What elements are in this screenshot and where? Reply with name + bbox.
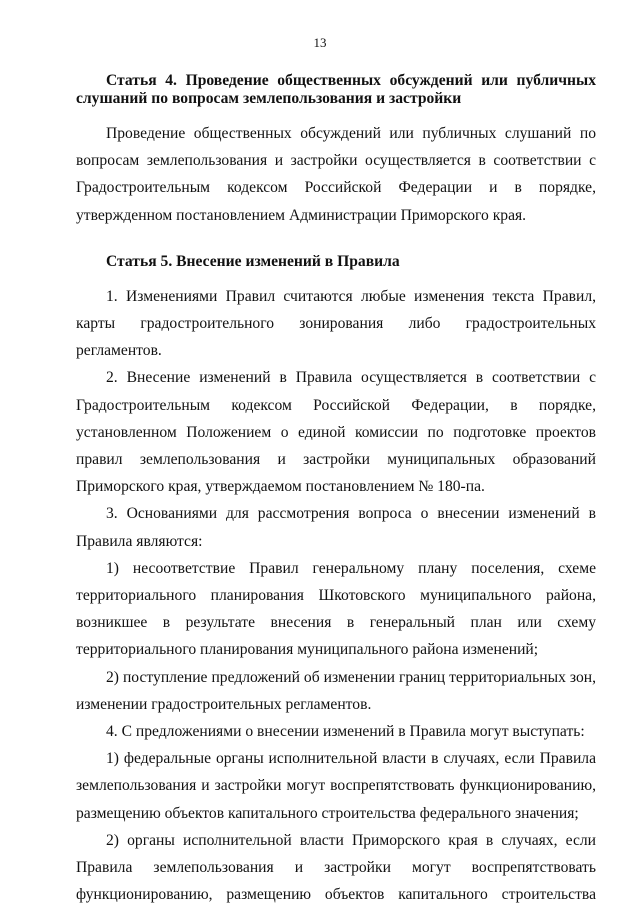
document-body (76, 72, 596, 908)
article-4-heading: Статья 4. Проведение общественных обсуждений или публичных слушаний по вопросам землепользования и застройки (76, 72, 596, 107)
page-number: 13 (313, 35, 327, 50)
article-5-paragraph-4: 4. С предложениями о внесении изменений в Правила могут выступать: (106, 723, 585, 741)
article-5-heading: Статья 5. Внесение изменений в Правила (106, 252, 400, 270)
article-5-paragraph-1: 1. Изменениями Правил считаются любые изменения текста Правил, карты градостроительного зонирования либо градостроительных регламентов. (76, 287, 596, 360)
article-5-item-4-2: 2) органы исполнительной власти Приморского края в случаях, если Правила землепользования и застройки могут воспрепятствовать функционированию, размещению объектов капитального строительства (76, 831, 596, 904)
article-5-paragraph-3: 3. Основаниями для рассмотрения вопроса о внесении изменений в Правила являются: (76, 505, 596, 550)
article-5-item-3-1: 1) несоответствие Правил генеральному плану поселения, схеме территориального планирования Шкотовского муниципального района, возникшее в результате внесения в генеральный план или схему территориального планирования муниципального района изменений; (76, 559, 596, 659)
article-5-paragraph-2: 2. Внесение изменений в Правила осуществляется в соответствии с Градостроительным кодексом Российской Федерации, в порядке, установленном Положением о единой комиссии по подготовке проектов правил землепользования и застройки муниципальных образований Приморского края, утверждаемом постановлением № 180-па. (76, 369, 596, 496)
article-5-item-4-1: 1) федеральные органы исполнительной власти в случаях, если Правила землепользования и застройки могут воспрепятствовать функционированию, размещению объектов капитального строительства федерального значения; (76, 750, 596, 822)
article-5-item-3-2: 2) поступление предложений об изменении границ территориальных зон, изменении градостроительных регламентов. (76, 668, 596, 713)
article-4-paragraph: Проведение общественных обсуждений или публичных слушаний по вопросам землепользования и застройки осуществляется в соответствии с Градостроительным кодексом Российской Федерации и в порядке, утвержденном постановлением Администрации Приморского края. (76, 125, 596, 224)
